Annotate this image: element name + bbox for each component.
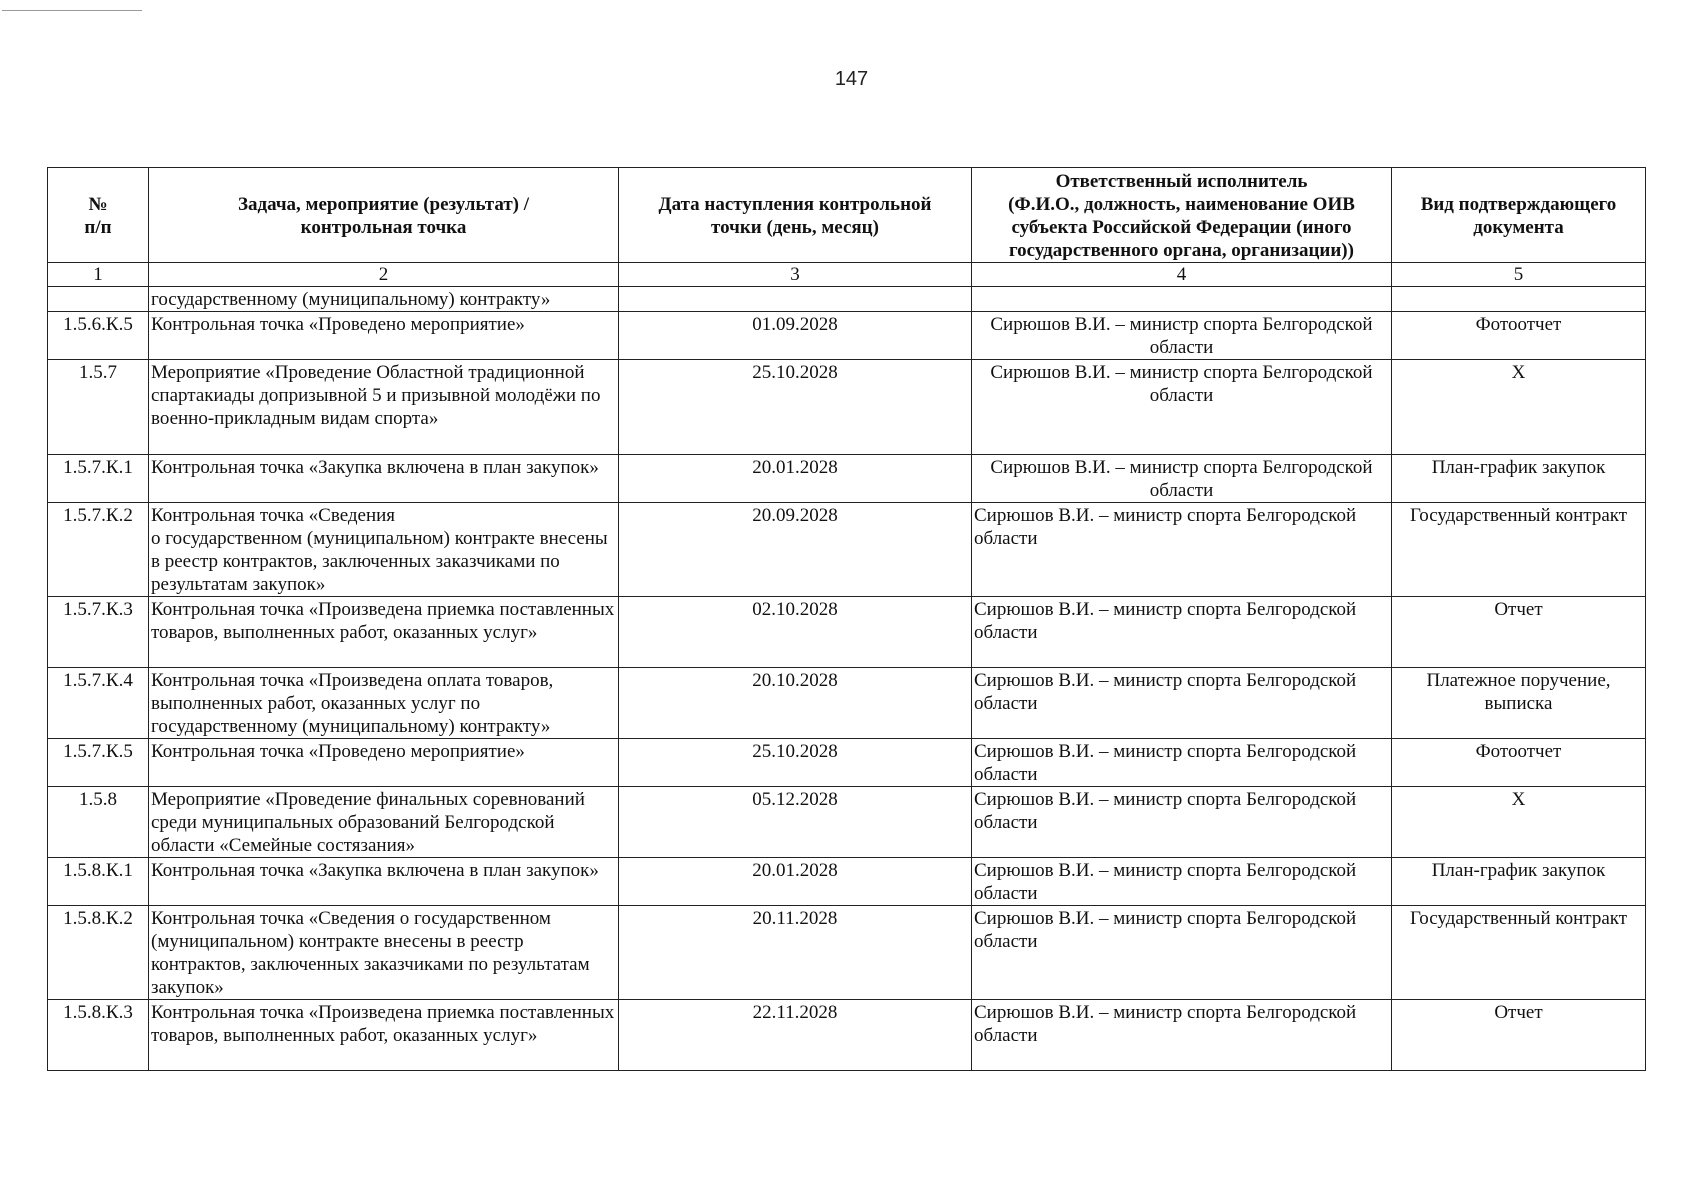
row-document-cell: Платежное поручение, выписка xyxy=(1392,668,1646,739)
row-number-cell: 1.5.7.К.3 xyxy=(48,597,149,668)
row-responsible-cell: Сирюшов В.И. – министр спорта Белгородской области xyxy=(972,787,1392,858)
page-number: 147 xyxy=(834,68,869,90)
header-cell-document: Вид подтверждающего документа xyxy=(1392,168,1646,263)
row-date-cell: 20.11.2028 xyxy=(619,906,972,1000)
row-document-cell: Отчет xyxy=(1392,597,1646,668)
row-number-cell: 1.5.7.К.4 xyxy=(48,668,149,739)
header-row xyxy=(48,168,1646,263)
row-task-cell: Контрольная точка «Произведена приемка поставленных товаров, выполненных работ, оказанных услуг» xyxy=(149,1000,619,1071)
row-number-cell: 1.5.7 xyxy=(48,360,149,455)
row-number-cell: 1.5.8.К.1 xyxy=(48,858,149,906)
column-number-row xyxy=(48,263,1646,287)
row-document-cell: Государственный контракт xyxy=(1392,503,1646,597)
row-date-cell: 25.10.2028 xyxy=(619,360,972,455)
top-rule xyxy=(2,10,142,11)
row-task-cell: Контрольная точка «Произведена приемка поставленных товаров, выполненных работ, оказанных услуг» xyxy=(149,597,619,668)
table-body xyxy=(48,287,1646,1071)
table-row xyxy=(48,312,1646,360)
row-task-cell: Контрольная точка «Закупка включена в план закупок» xyxy=(149,455,619,503)
row-task-cell: Контрольная точка «Закупка включена в план закупок» xyxy=(149,858,619,906)
row-date-cell: 20.10.2028 xyxy=(619,668,972,739)
row-number-cell: 1.5.8.К.2 xyxy=(48,906,149,1000)
row-document-cell: Фотоотчет xyxy=(1392,739,1646,787)
row-date-cell: 25.10.2028 xyxy=(619,739,972,787)
column-number-cell: 3 xyxy=(619,263,972,287)
table-row xyxy=(48,503,1646,597)
row-date-cell xyxy=(619,287,972,312)
row-task-cell: Контрольная точка «Сведения о государственном (муниципальном) контракте внесены в реестр контрактов, заключенных заказчиками по результатам закупок» xyxy=(149,906,619,1000)
row-date-cell: 22.11.2028 xyxy=(619,1000,972,1071)
row-document-cell: Фотоотчет xyxy=(1392,312,1646,360)
row-number-cell: 1.5.7.К.5 xyxy=(48,739,149,787)
row-number-cell: 1.5.6.К.5 xyxy=(48,312,149,360)
row-responsible-cell: Сирюшов В.И. – министр спорта Белгородской области xyxy=(972,360,1392,455)
row-date-cell: 01.09.2028 xyxy=(619,312,972,360)
row-responsible-cell: Сирюшов В.И. – министр спорта Белгородской области xyxy=(972,668,1392,739)
row-number-cell xyxy=(48,287,149,312)
row-number-cell: 1.5.7.К.2 xyxy=(48,503,149,597)
row-date-cell: 20.01.2028 xyxy=(619,455,972,503)
row-task-cell: государственному (муниципальному) контракту» xyxy=(149,287,619,312)
row-date-cell: 05.12.2028 xyxy=(619,787,972,858)
row-number-cell: 1.5.8.К.3 xyxy=(48,1000,149,1071)
row-task-cell: Мероприятие «Проведение Областной традиционной спартакиады допризывной 5 и призывной молодёжи по военно-прикладным видам спорта» xyxy=(149,360,619,455)
column-number-cell: 1 xyxy=(48,263,149,287)
row-date-cell: 20.09.2028 xyxy=(619,503,972,597)
row-responsible-cell: Сирюшов В.И. – министр спорта Белгородской области xyxy=(972,312,1392,360)
row-task-cell: Контрольная точка «Сведения о государственном (муниципальном) контракте внесены в реестр контрактов, заключенных заказчиками по результатам закупок» xyxy=(149,503,619,597)
row-responsible-cell: Сирюшов В.И. – министр спорта Белгородской области xyxy=(972,455,1392,503)
row-number-cell: 1.5.7.К.1 xyxy=(48,455,149,503)
row-responsible-cell: Сирюшов В.И. – министр спорта Белгородской области xyxy=(972,739,1392,787)
row-document-cell: План-график закупок xyxy=(1392,858,1646,906)
table-row xyxy=(48,787,1646,858)
column-number-cell: 2 xyxy=(149,263,619,287)
table-row xyxy=(48,668,1646,739)
row-responsible-cell: Сирюшов В.И. – министр спорта Белгородской области xyxy=(972,858,1392,906)
row-document-cell: Отчет xyxy=(1392,1000,1646,1071)
row-responsible-cell: Сирюшов В.И. – министр спорта Белгородской области xyxy=(972,503,1392,597)
row-date-cell: 02.10.2028 xyxy=(619,597,972,668)
row-responsible-cell xyxy=(972,287,1392,312)
column-number-cell: 5 xyxy=(1392,263,1646,287)
row-document-cell: Х xyxy=(1392,787,1646,858)
row-document-cell: Х xyxy=(1392,360,1646,455)
row-document-cell: План-график закупок xyxy=(1392,455,1646,503)
row-task-cell: Мероприятие «Проведение финальных соревнований среди муниципальных образований Белгородской области «Семейные состязания» xyxy=(149,787,619,858)
control-points-table xyxy=(47,167,1646,1071)
row-number-cell: 1.5.8 xyxy=(48,787,149,858)
row-document-cell xyxy=(1392,287,1646,312)
table-row xyxy=(48,597,1646,668)
table-row xyxy=(48,1000,1646,1071)
row-task-cell: Контрольная точка «Проведено мероприятие» xyxy=(149,739,619,787)
table-row xyxy=(48,858,1646,906)
row-task-cell: Контрольная точка «Произведена оплата товаров, выполненных работ, оказанных услуг по государственному (муниципальному) контракту» xyxy=(149,668,619,739)
table-row xyxy=(48,739,1646,787)
header-cell-task: Задача, мероприятие (результат) / контрольная точка xyxy=(149,168,619,263)
header-cell-responsible: Ответственный исполнитель (Ф.И.О., должность, наименование ОИВ субъекта Российской Федерации (иного государственного органа, организации)) xyxy=(972,168,1392,263)
row-task-cell: Контрольная точка «Проведено мероприятие» xyxy=(149,312,619,360)
header-cell-date: Дата наступления контрольной точки (день, месяц) xyxy=(619,168,972,263)
row-date-cell: 20.01.2028 xyxy=(619,858,972,906)
header-cell-number: № п/п xyxy=(48,168,149,263)
row-document-cell: Государственный контракт xyxy=(1392,906,1646,1000)
table-row xyxy=(48,287,1646,312)
row-responsible-cell: Сирюшов В.И. – министр спорта Белгородской области xyxy=(972,597,1392,668)
table-row xyxy=(48,360,1646,455)
row-responsible-cell: Сирюшов В.И. – министр спорта Белгородской области xyxy=(972,906,1392,1000)
column-number-cell: 4 xyxy=(972,263,1392,287)
row-responsible-cell: Сирюшов В.И. – министр спорта Белгородской области xyxy=(972,1000,1392,1071)
table-row xyxy=(48,906,1646,1000)
table-row xyxy=(48,455,1646,503)
